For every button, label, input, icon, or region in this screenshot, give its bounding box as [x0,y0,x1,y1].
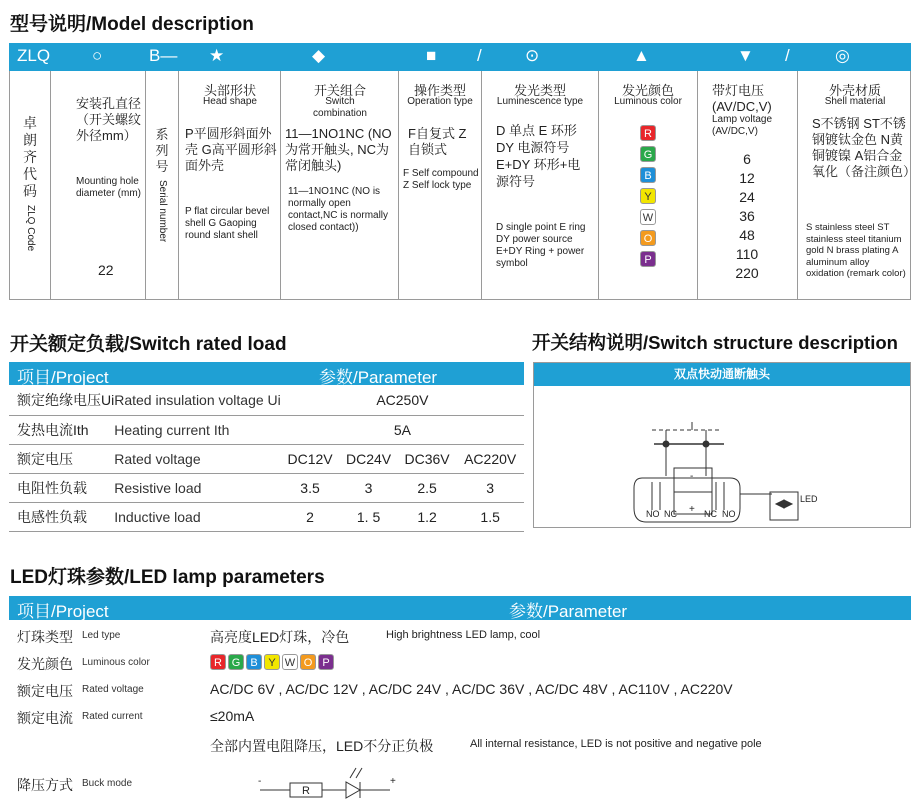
symbol-star: ★ [209,46,225,65]
operation-type-en: Operation type [407,96,473,107]
serial-number-cn: 系列号 [155,127,169,174]
buck-note-en: All internal resistance, LED is not positive and negative pole [470,738,762,750]
load-col-project: 项目/Project [17,368,109,387]
row-value: DC24V [339,444,398,473]
led-type-value-cn: 高亮度LED灯珠，冷色 [210,629,350,645]
zlq-code-cn: 卓朗齐代码 [23,115,37,199]
row-label-en: Rated insulation voltage Ui [114,386,281,415]
led-swatch-y: Y [264,654,280,670]
switch-combo-body-en: 11—1NO1NC (NO is normally open contact,NC is normally closed contact)) [288,186,389,233]
head-shape-en: Head shape [203,96,257,107]
label-minus: - [690,471,694,482]
buck-mode-cn: 降压方式 [17,777,73,793]
lamp-voltage-values [722,150,772,283]
model-prefix: ZLQ [17,46,51,65]
structure-diagram-title: 双点快动通断触头 [534,363,910,386]
symbol-triangle-up: ▲ [633,46,650,65]
shell-material-body-cn: S不锈钢 ST不锈钢镀钛金色 N黄铜镀镍 A铝合金氧化（备注颜色） [812,116,917,179]
table-row [9,444,524,473]
led-type-cn: 灯珠类型 [17,629,73,645]
section-load-title: 开关额定负载/Switch rated load [10,334,287,355]
buck-circuit-diagram [250,760,410,800]
table-row [9,415,524,444]
operation-type-body-cn: F自复式 Z自锁式 [408,126,467,157]
operation-type-body-en: F Self compound Z Self lock type [403,168,479,191]
led-current-cn: 额定电流 [17,710,73,726]
row-value: 5A [281,415,524,444]
symbol-b-dash: B— [149,46,178,65]
buck-note-cn: 全部内置电阻降压，LED不分正负极 [210,738,434,754]
row-value: 1.2 [398,502,457,531]
lamp-voltage-220: 220 [735,265,759,281]
load-table-header [9,362,524,385]
table-row [9,502,524,531]
row-value: 1. 5 [339,502,398,531]
row-label-en: Resistive load [114,473,281,502]
resistor-label: R [302,785,310,797]
row-value: DC36V [398,444,457,473]
luminescence-type-cn: 发光类型 [513,83,566,98]
buck-minus-label: - [258,776,262,787]
lamp-voltage-en: Lamp voltage (AV/DC,V) [712,114,773,137]
row-label-cn: 额定绝缘电压Ui [9,386,114,415]
row-label-cn: 发热电流Ith [9,415,114,444]
head-shape-body-en: P flat circular bevel shell G Gaoping round slant shell [185,206,270,241]
color-swatch-o: O [640,230,656,246]
row-label-cn: 电阻性负载 [9,473,114,502]
row-label-cn: 电感性负载 [9,502,114,531]
section-led-title: LED灯珠参数/LED lamp parameters [10,567,325,588]
lamp-voltage-24: 24 [739,189,755,205]
label-nc-2: NC [704,509,717,519]
led-swatch-w: W [282,654,298,670]
led-col-project: 项目/Project [17,602,109,621]
lamp-voltage-110: 110 [735,246,759,262]
buck-plus-label: + [390,776,396,787]
buck-mode-en: Buck mode [82,778,133,789]
luminous-color-cn: 发光颜色 [621,83,674,98]
lamp-voltage-cn: 带灯电压(AV/DC,V) [712,83,772,114]
led-type-value-en: High brightness LED lamp, cool [386,629,541,641]
shell-material-body-en: S stainless steel ST stainless steel titanium gold N brass plating A aluminum alloy oxidation (remark color) [806,222,906,279]
switch-combo-cn: 开关组合 [313,83,366,98]
row-value: DC12V [281,444,340,473]
led-current-en: Rated current [82,711,143,722]
led-swatch-r: R [210,654,226,670]
color-swatch-y: Y [640,188,656,204]
color-swatch-g: G [640,146,656,162]
symbol-dot-circle: ⊙ [525,46,540,65]
mounting-hole-value: 22 [98,262,114,278]
luminescence-type-en: Luminescence type [496,96,584,107]
label-nc-1: NC [664,509,677,519]
mounting-hole-cn: 安装孔直径（开关螺纹外径mm） [76,96,142,143]
row-label-en: Heating current Ith [114,415,281,444]
shell-material-en: Shell material [824,96,886,107]
symbol-slash: / [477,46,482,65]
label-no-1: NO [646,509,660,519]
label-no-2: NO [722,509,736,519]
led-voltage-en: Rated voltage [82,684,144,695]
led-current-value: ≤20mA [210,708,255,724]
color-swatch-p: P [640,251,656,267]
lamp-voltage-36: 36 [739,208,755,224]
row-value: 3 [456,473,524,502]
load-table [9,386,524,532]
luminescence-type-body-cn: D 单点 E 环形 DY 电源符号 E+DY 环形+电源符号 [496,123,581,189]
switch-combo-en: Switch combination [313,96,367,119]
color-swatch-b: B [640,167,656,183]
led-color-swatches [210,653,336,671]
section-structure-title: 开关结构说明/Switch structure description [532,332,898,353]
row-label-en: Rated voltage [114,444,281,473]
symbol-square: ■ [426,46,437,65]
model-code-bar [9,43,911,71]
lamp-voltage-12: 12 [739,170,755,186]
row-value: 3 [339,473,398,502]
row-value: 1.5 [456,502,524,531]
load-col-parameter: 参数/Parameter [319,368,438,387]
table-row [9,473,524,502]
zlq-code-en: ZLQ Code [25,205,36,252]
label-led: LED [800,494,818,504]
symbol-slash-2: / [785,46,790,65]
switch-combo-body-cn: 11—1NO1NC (NO为常开触头, NC为常闭触头) [285,126,392,173]
led-swatch-g: G [228,654,244,670]
row-value: 2 [281,502,340,531]
structure-diagram-box [533,362,911,528]
lamp-voltage-6: 6 [743,151,751,167]
symbol-double-circle: ◎ [835,46,850,65]
led-swatch-b: B [246,654,262,670]
luminescence-type-body-en: D single point E ring DY power source E+DY Ring + power symbol [496,222,586,269]
led-voltage-value: AC/DC 6V , AC/DC 12V , AC/DC 24V , AC/DC 36V , AC/DC 48V , AC110V , AC220V [210,681,733,697]
serial-number-en: Serial number [157,180,168,243]
symbol-circle: ○ [92,46,103,65]
serial-number-en-wrap [154,180,174,250]
led-table-header [9,596,911,620]
led-type-en: Led type [82,630,121,641]
row-label-cn: 额定电压 [9,444,114,473]
table-row [9,386,524,415]
led-swatch-p: P [318,654,334,670]
section-model-title: 型号说明/Model description [10,14,254,35]
row-value: AC220V [456,444,524,473]
led-color-cn: 发光颜色 [17,656,73,672]
label-plus: + [689,504,695,515]
row-value: AC250V [281,386,524,415]
row-value: 2.5 [398,473,457,502]
zlq-code-en-wrap [14,205,44,265]
led-col-parameter: 参数/Parameter [509,602,628,621]
color-swatch-list [640,124,660,271]
operation-type-cn: 操作类型 [413,83,466,98]
mounting-hole-en: Mounting hole diameter (mm) [76,176,142,199]
led-voltage-cn: 额定电压 [17,683,73,699]
lamp-voltage-48: 48 [739,227,755,243]
row-value: 3.5 [281,473,340,502]
row-label-en: Inductive load [114,502,281,531]
led-swatch-o: O [300,654,316,670]
color-swatch-r: R [640,125,656,141]
led-color-en: Luminous color [82,657,150,668]
switch-contact-diagram [534,386,910,526]
head-shape-body-cn: P平圆形斜面外壳 G高平圆形斜面外壳 [185,126,277,173]
shell-material-cn: 外壳材质 [828,83,881,98]
color-swatch-w: W [640,209,656,225]
luminous-color-en: Luminous color [614,96,682,107]
symbol-diamond: ◆ [312,46,326,65]
head-shape-cn: 头部形状 [203,83,256,98]
symbol-triangle-down: ▼ [737,46,754,65]
